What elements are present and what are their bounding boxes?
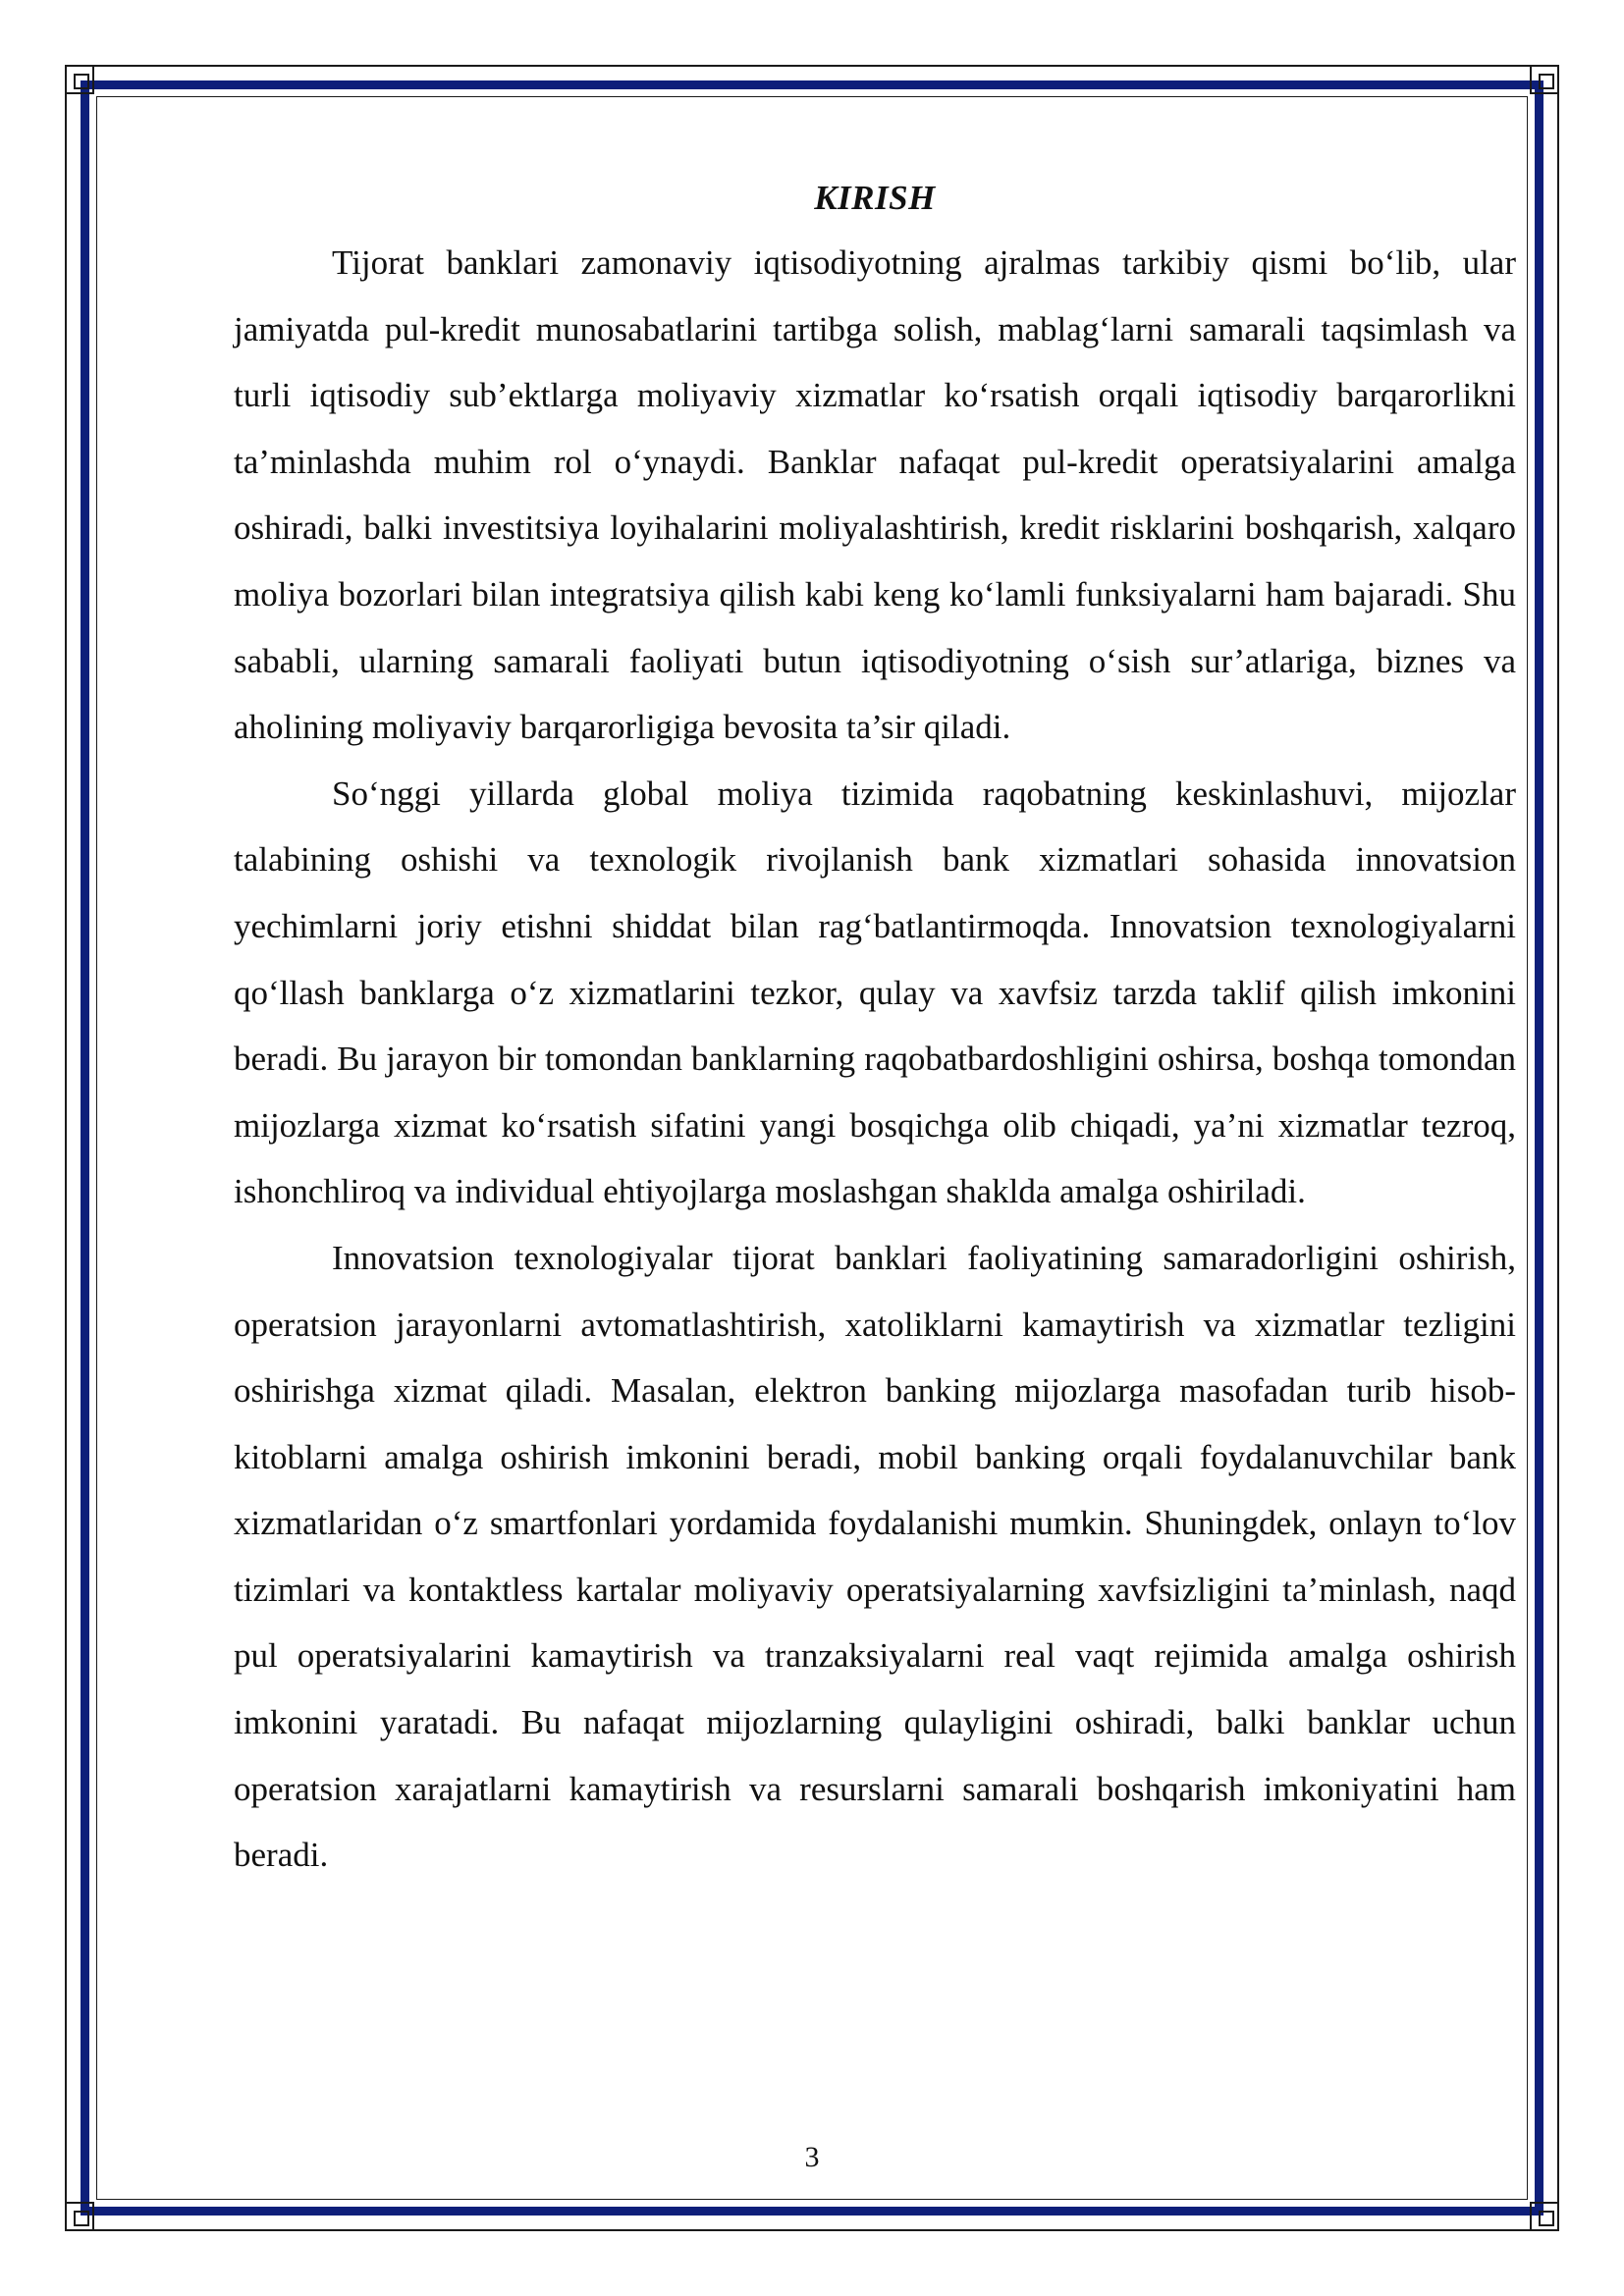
paragraph-2: So‘nggi yillarda global moliya tizimida raqobatning keskinlashuvi, mijozlar talabining oshishi va texnologik rivojlanish bank xizmatlari sohasida innovatsion yechimlarni joriy etishni shiddat bilan rag‘batlantirmoqda. Innovatsion texnologiyalarni qo‘llash banklarga o‘z xizmatlarini tezkor, qulay va xavfsiz tarzda taklif qilish imkonini beradi. Bu jarayon bir tomondan banklarning raqobatbardoshligini oshirsa, boshqa tomondan mijozlarga xizmat ko‘rsatish sifatini yangi bosqichga olib chiqadi, ya’ni xizmatlar tezroq, ishonchliroq va individual ehtiyojlarga moslashgan shaklda amalga oshiriladi. bbox=[234, 774, 1516, 1211]
document-body bbox=[234, 169, 1516, 1889]
corner-ornament-top-right bbox=[1530, 65, 1559, 94]
page-title: KIRISH bbox=[814, 179, 936, 217]
page-number: 3 bbox=[804, 2141, 820, 2173]
paragraph-3: Innovatsion texnologiyalar tijorat banklari faoliyatining samaradorligini oshirish, operatsion jarayonlarni avtomatlashtirish, xatoliklarni kamaytirish va xizmatlar tezligini oshirishga xizmat qiladi. Masalan, elektron banking mijozlarga masofadan turib hisob-kitoblarni amalga oshirish imkonini beradi, mobil banking orqali foydalanuvchilar bank xizmatlaridan o‘z smartfonlari yordamida foydalanishi mumkin. Shuningdek, onlayn to‘lov tizimlari va kontaktless kartalar moliyaviy operatsiyalarning xavfsizligini ta’minlash, naqd pul operatsiyalarini kamaytirish va tranzaksiyalarni real vaqt rejimida amalga oshirish imkonini yaratadi. Bu nafaqat mijozlarning qulayligini oshiradi, balki banklar uchun operatsion xarajatlarni kamaytirish va resurslarni samarali boshqarish imkoniyatini ham beradi. bbox=[234, 1238, 1516, 1875]
corner-ornament-top-left bbox=[65, 65, 94, 94]
paragraph-1: Tijorat banklari zamonaviy iqtisodiyotning ajralmas tarkibiy qismi bo‘lib, ular jamiyatda pul-kredit munosabatlarini tartibga solish, mablag‘larni samarali taqsimlash va turli iqtisodiy sub’ektlarga moliyaviy xizmatlar ko‘rsatish orqali iqtisodiy barqarorlikni ta’minlashda muhim rol o‘ynaydi. Banklar nafaqat pul-kredit operatsiyalarini amalga oshiradi, balki investitsiya loyihalarini moliyalashtirish, kredit risklarini boshqarish, xalqaro moliya bozorlari bilan integratsiya qilish kabi keng ko‘lamli funksiyalarni ham bajaradi. Shu sababli, ularning samarali faoliyati butun iqtisodiyotning o‘sish sur’atlariga, biznes va aholining moliyaviy barqarorligiga bevosita ta’sir qiladi. bbox=[234, 243, 1516, 747]
corner-ornament-bottom-right bbox=[1530, 2202, 1559, 2231]
corner-ornament-bottom-left bbox=[65, 2202, 94, 2231]
